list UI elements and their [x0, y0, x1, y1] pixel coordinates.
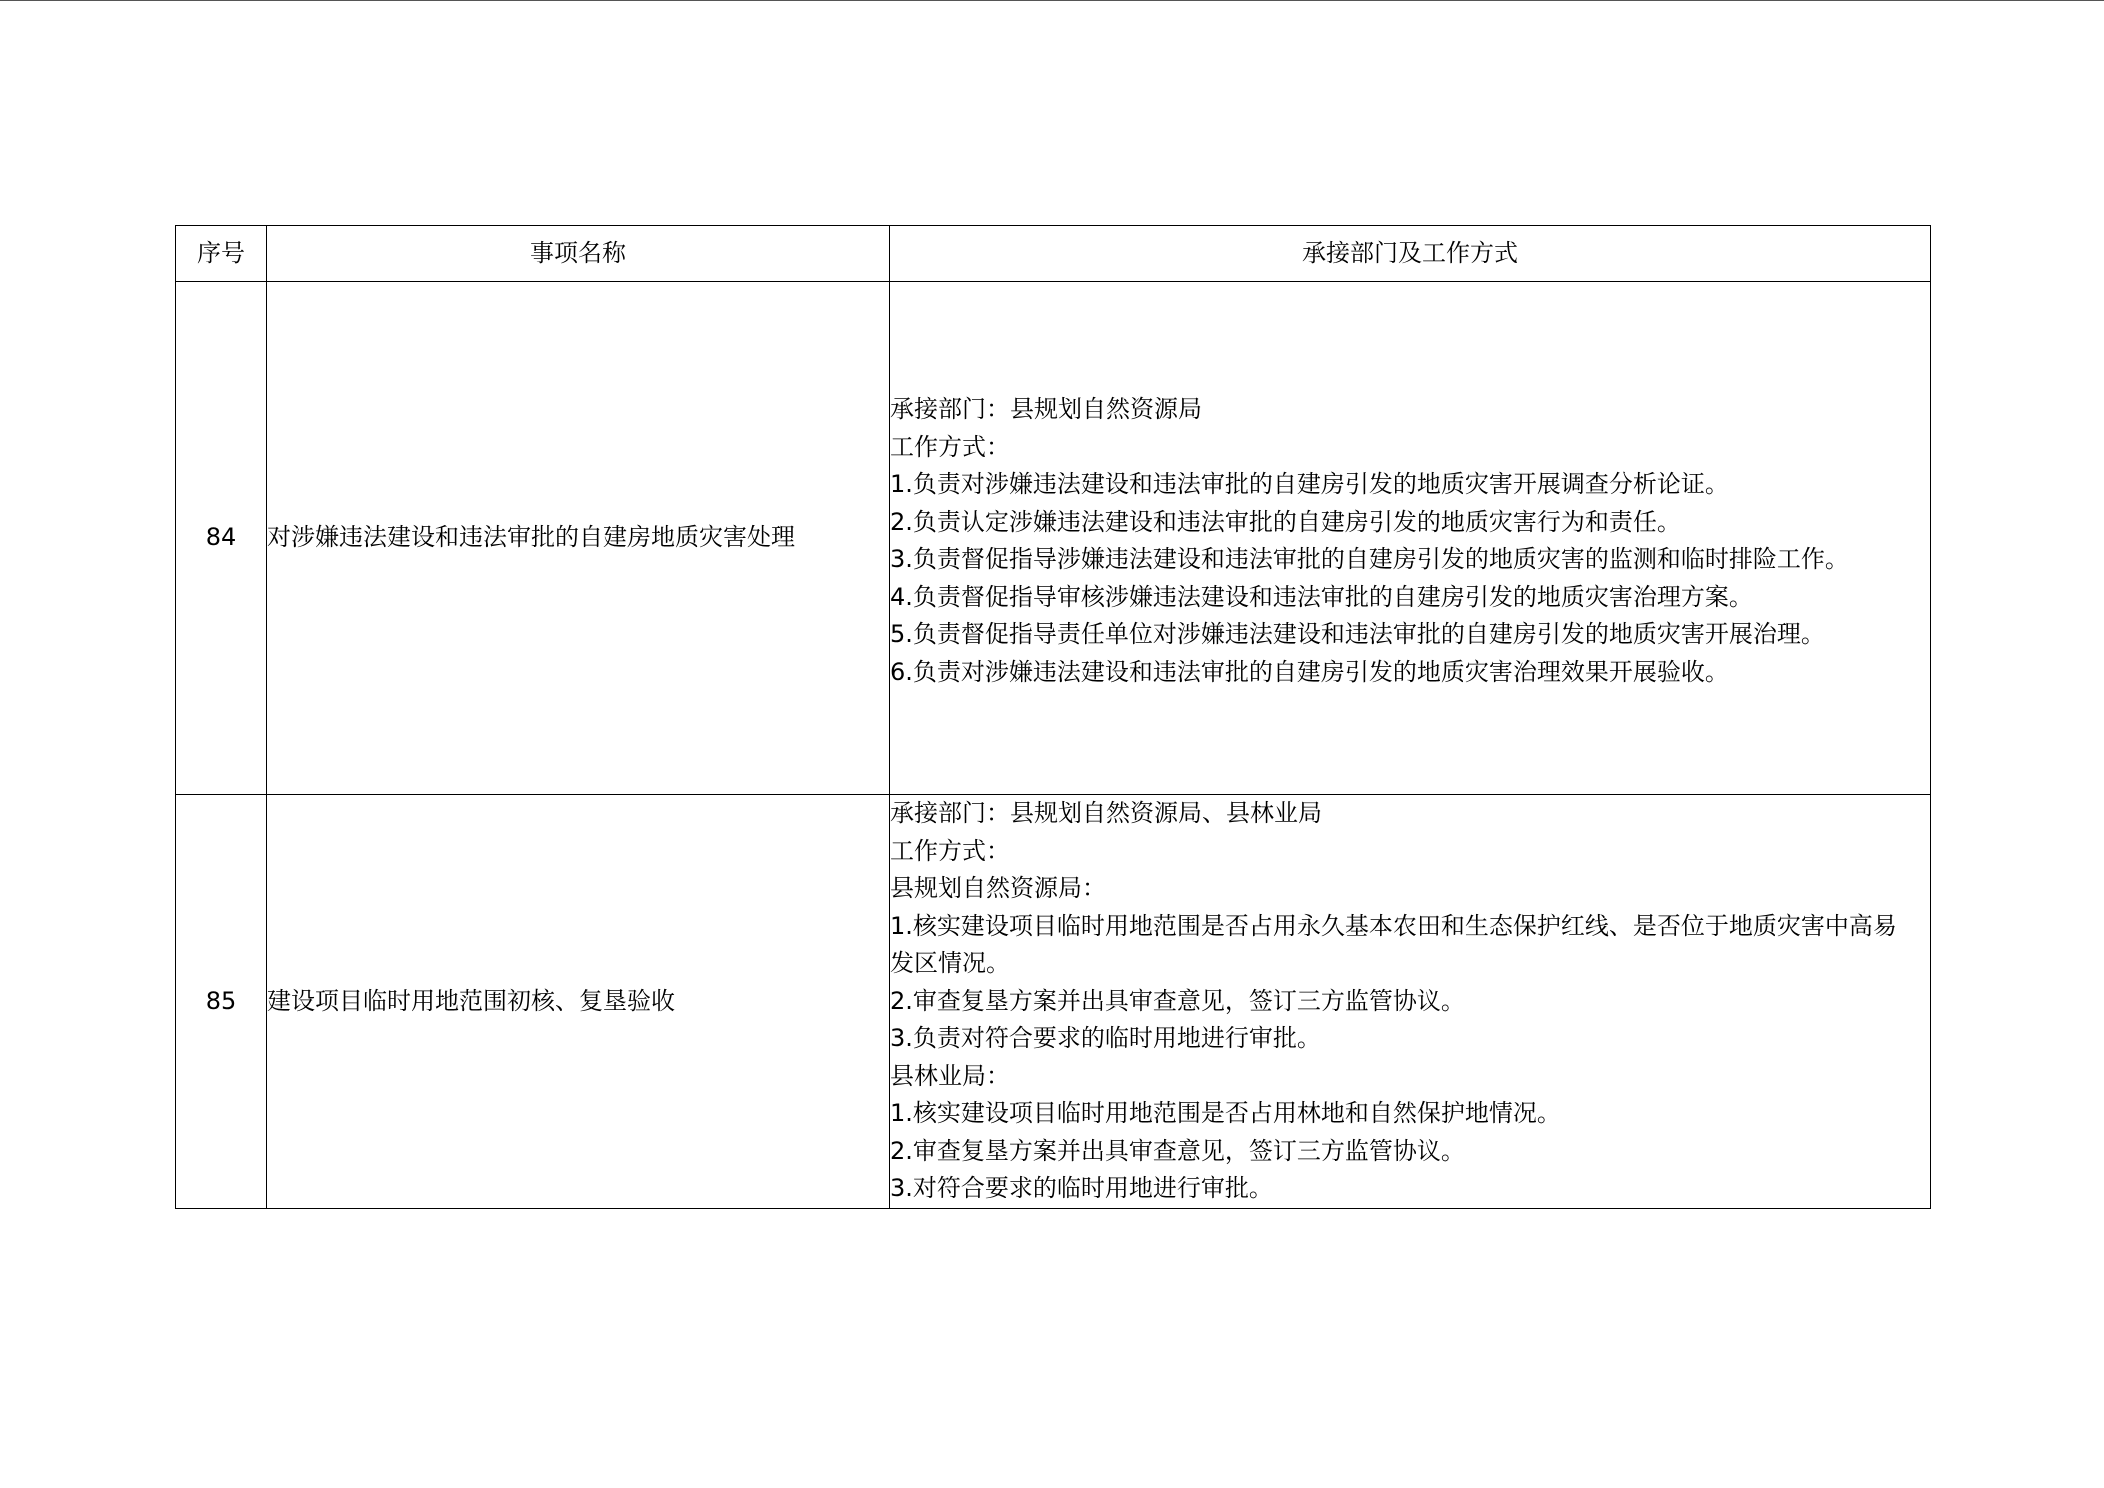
- dept-line: 工作方式：: [890, 432, 1010, 461]
- table-row: [176, 282, 1931, 795]
- dept-line: 1.负责对涉嫌违法建设和违法审批的自建房引发的地质灾害开展调查分析论证。: [890, 470, 1729, 498]
- dept-line: 工作方式：: [890, 836, 1010, 865]
- dept-line: 县规划自然资源局：: [890, 874, 1106, 902]
- table-header-row: [176, 226, 1931, 282]
- page-top-border: [0, 0, 2104, 1]
- dept-line: 3.负责对符合要求的临时用地进行审批。: [890, 1024, 1321, 1052]
- row-department-and-method: [890, 795, 1931, 1209]
- table-row: [176, 795, 1931, 1209]
- dept-line: 承接部门：县规划自然资源局: [890, 395, 1202, 423]
- dept-line: 5.负责督促指导责任单位对涉嫌违法建设和违法审批的自建房引发的地质灾害开展治理。: [890, 620, 1825, 648]
- dept-line: 4.负责督促指导审核涉嫌违法建设和违法审批的自建房引发的地质灾害治理方案。: [890, 582, 1753, 611]
- dept-line: 县林业局：: [890, 1061, 1010, 1090]
- dept-line: 6.负责对涉嫌违法建设和违法审批的自建房引发的地质灾害治理效果开展验收。: [890, 657, 1729, 686]
- dept-line: 3.对符合要求的临时用地进行审批。: [890, 1174, 1273, 1202]
- dept-line: 承接部门：县规划自然资源局、县林业局: [890, 799, 1322, 827]
- row-department-and-method: [890, 282, 1931, 795]
- row-serial-number: 85: [176, 795, 267, 1209]
- dept-line: 2.审查复垦方案并出具审查意见，签订三方监管协议。: [890, 1136, 1465, 1165]
- dept-line: 2.审查复垦方案并出具审查意见，签订三方监管协议。: [890, 986, 1465, 1015]
- header-item-name: 事项名称: [267, 226, 890, 282]
- dept-line: 3.负责督促指导涉嫌违法建设和违法审批的自建房引发的地质灾害的监测和临时排险工作。: [890, 545, 1849, 573]
- row-item-name: 建设项目临时用地范围初核、复垦验收: [267, 795, 890, 1209]
- row-serial-number: 84: [176, 282, 267, 795]
- items-table: [175, 225, 1931, 1209]
- row-item-name: 对涉嫌违法建设和违法审批的自建房地质灾害处理: [267, 282, 890, 795]
- header-department-and-method: 承接部门及工作方式: [890, 226, 1931, 282]
- header-serial-number: 序号: [176, 226, 267, 282]
- dept-line: 1.核实建设项目临时用地范围是否占用林地和自然保护地情况。: [890, 1099, 1561, 1127]
- dept-line: 1.核实建设项目临时用地范围是否占用永久基本农田和生态保护红线、是否位于地质灾害中高易发区情况。: [890, 911, 1897, 977]
- dept-line: 2.负责认定涉嫌违法建设和违法审批的自建房引发的地质灾害行为和责任。: [890, 507, 1681, 536]
